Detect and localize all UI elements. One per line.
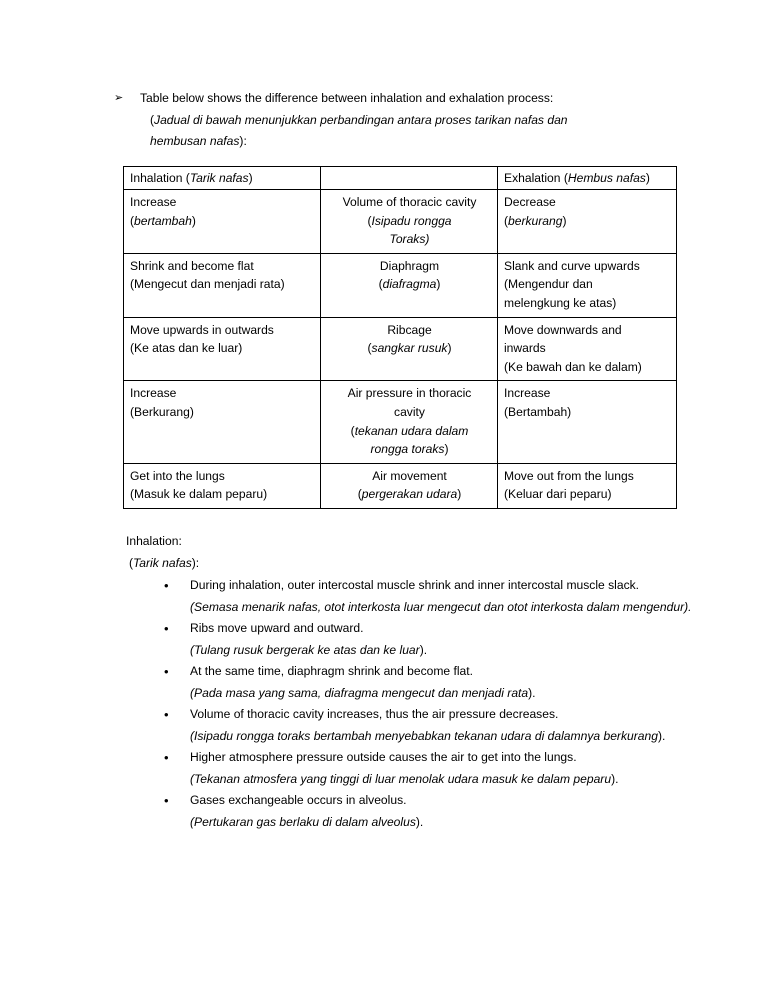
step-malay (190, 726, 692, 748)
list-item (126, 790, 692, 833)
row2-factor-paren-open: ( (378, 277, 383, 292)
row5-factor-eng: Air movement (372, 468, 447, 483)
step-malay-tail: ). (528, 685, 536, 700)
list-item (126, 575, 692, 618)
row3-exh-eng: Move downwards and (504, 322, 622, 337)
row3-cell-exhalation (498, 317, 677, 381)
row2-exh-eng: Slank and curve upwards (504, 258, 640, 273)
step-malay-italic: (Pertukaran gas berlaku di dalam alveolus (190, 814, 416, 829)
inhalation-exhalation-table (123, 166, 677, 510)
row1-exh-mal (504, 212, 671, 231)
row4-exh-eng: Increase (504, 386, 551, 401)
inhalation-heading-malay (126, 553, 692, 575)
row4-factor-mal-1 (327, 422, 492, 441)
row3-inh-eng: Move upwards in outwards (130, 322, 274, 337)
row5-factor-paren-close: ) (457, 487, 462, 502)
row4-factor-eng-1: Air pressure in thoracic (347, 386, 472, 401)
step-malay-tail: ). (611, 771, 619, 786)
row1-cell-exhalation (498, 190, 677, 254)
row1-exh-eng: Decrease (504, 195, 556, 210)
row5-cell-inhalation (124, 463, 321, 508)
row1-exh-paren-close: ) (562, 213, 567, 228)
row1-factor-mal-1 (327, 212, 492, 231)
inhalation-heading-paren-open: ( (129, 555, 134, 570)
inhalation-heading-malay-italic: Tarik nafas (133, 555, 192, 570)
row1-exh-paren-open: ( (504, 213, 509, 228)
bullet-icon: • (164, 664, 169, 679)
bullet-icon: • (164, 621, 169, 636)
inhalation-heading-english: Inhalation: (126, 534, 182, 548)
row2-exh-mal-1: (Mengendur dan (504, 277, 593, 292)
row3-factor-mal (327, 339, 492, 358)
step-malay-tail: ). (419, 642, 428, 657)
row4-factor-paren-open: ( (350, 423, 355, 438)
row2-inh-mal: (Mengecut dan menjadi rata) (130, 277, 285, 292)
intro-line-malay-2 (140, 131, 692, 153)
row4-inh-eng: Increase (130, 386, 177, 401)
row4-cell-factor (321, 381, 498, 463)
row1-factor-paren-open: ( (367, 213, 372, 228)
row3-cell-factor (321, 317, 498, 381)
row2-factor-eng: Diaphragm (379, 258, 440, 273)
intro-paren-close: ): (239, 134, 247, 148)
row1-inh-mal-italic: bertambah (134, 213, 192, 228)
row1-inh-eng: Increase (130, 195, 177, 210)
header-exhalation-close: ) (645, 170, 650, 185)
row1-inh-mal (130, 212, 315, 231)
header-inhalation-close: ) (248, 170, 253, 185)
list-item (126, 704, 692, 747)
step-malay (190, 812, 692, 834)
row5-factor-paren-open: ( (357, 487, 362, 502)
header-cell-middle-blank (321, 166, 498, 190)
step-malay-tail: ). (657, 728, 666, 743)
bullet-icon: • (164, 793, 169, 808)
row1-factor-mal-italic-1: Isipadu rongga (371, 213, 452, 228)
row2-exh-mal-2: melengkung ke atas) (504, 296, 617, 311)
step-english: Volume of thoracic cavity increases, thus the air pressure decreases. (190, 707, 559, 721)
row3-factor-paren-close: ) (447, 341, 452, 356)
intro-paren-open: ( (150, 112, 155, 127)
row4-factor-paren-close: ) (444, 442, 449, 457)
inhalation-heading-paren-close: ): (191, 555, 200, 570)
bullet-icon: • (164, 578, 169, 593)
row2-cell-inhalation (124, 253, 321, 317)
header-inhalation-italic: Tarik nafas (189, 170, 249, 185)
step-malay (190, 597, 692, 619)
step-malay (190, 640, 692, 662)
row1-factor-eng: Volume of thoracic cavity (342, 195, 477, 210)
header-cell-exhalation (498, 166, 677, 190)
row3-cell-inhalation (124, 317, 321, 381)
row5-inh-eng: Get into the lungs (130, 468, 225, 483)
table-row (124, 190, 677, 254)
row5-inh-mal: (Masuk ke dalam peparu) (130, 487, 268, 502)
row4-inh-mal: (Berkurang) (130, 405, 194, 420)
header-inhalation-plain: Inhalation ( (130, 170, 190, 185)
list-item (126, 618, 692, 661)
row5-cell-factor (321, 463, 498, 508)
step-malay-tail: ). (415, 814, 424, 829)
row1-factor-mal-2: Toraks) (389, 232, 430, 247)
row5-exh-mal: (Keluar dari peparu) (504, 487, 612, 502)
row3-exh-mal: (Ke bawah dan ke dalam) (504, 359, 642, 374)
table-row (124, 317, 677, 381)
row5-factor-mal-italic: pergerakan udara (361, 487, 458, 502)
step-english: During inhalation, outer intercostal muscle shrink and inner intercostal muscle slack. (190, 578, 640, 592)
row2-factor-mal (327, 275, 492, 294)
intro-line-malay-1 (140, 110, 692, 132)
row4-exh-mal: (Bertambah) (504, 405, 572, 420)
step-malay-italic: (Semasa menarik nafas, otot interkosta luar mengecut dan otot interkosta dalam mengendur). (190, 599, 692, 614)
table-row (124, 463, 677, 508)
inhalation-section (126, 531, 692, 833)
row5-cell-exhalation (498, 463, 677, 508)
inhalation-steps-list (126, 575, 692, 833)
row2-factor-mal-italic: diafragma (382, 277, 437, 292)
header-exhalation-italic: Hembus nafas (567, 170, 646, 185)
row2-factor-paren-close: ) (436, 277, 441, 292)
row4-factor-eng-2: cavity (394, 405, 425, 420)
row1-cell-factor (321, 190, 498, 254)
arrow-bullet-icon: ➢ (114, 92, 124, 104)
intro-line-english: Table below shows the difference between inhalation and exhalation process: (140, 91, 554, 105)
row5-exh-eng: Move out from the lungs (504, 468, 634, 483)
table-row (124, 381, 677, 463)
intro-malay-text-1: Jadual di bawah menunjukkan perbandingan antara proses tarikan nafas dan (154, 112, 568, 127)
document-content (112, 88, 692, 833)
step-malay-italic: (Tulang rusuk bergerak ke atas dan ke luar (190, 642, 420, 657)
step-malay-italic: (Pada masa yang sama, diafragma mengecut dan menjadi rata (190, 685, 529, 700)
bullet-icon: • (164, 707, 169, 722)
row5-factor-mal (327, 485, 492, 504)
step-malay-italic: (Isipadu rongga toraks bertambah menyebabkan tekanan udara di dalamnya berkurang (190, 728, 658, 743)
row2-inh-eng: Shrink and become flat (130, 258, 254, 273)
row1-cell-inhalation (124, 190, 321, 254)
row3-factor-paren-open: ( (367, 341, 372, 356)
row4-cell-exhalation (498, 381, 677, 463)
row4-cell-inhalation (124, 381, 321, 463)
step-english: Gases exchangeable occurs in alveolus. (190, 793, 407, 807)
list-item (126, 747, 692, 790)
comparison-table-wrapper (123, 166, 692, 510)
step-english: At the same time, diaphragm shrink and become flat. (190, 664, 473, 678)
table-header-row (124, 166, 677, 190)
intro-paragraph (112, 88, 692, 153)
row3-inh-mal: (Ke atas dan ke luar) (130, 341, 243, 356)
header-exhalation-plain: Exhalation ( (504, 170, 568, 185)
row1-inh-paren-open: ( (130, 213, 135, 228)
step-malay-italic: (Tekanan atmosfera yang tinggi di luar menolak udara masuk ke dalam peparu (190, 771, 612, 786)
header-cell-inhalation (124, 166, 321, 190)
list-item (126, 661, 692, 704)
bullet-icon: • (164, 750, 169, 765)
row4-factor-mal-italic-2: rongga toraks (370, 442, 445, 457)
table-row (124, 253, 677, 317)
step-malay (190, 683, 692, 705)
row3-factor-mal-italic: sangkar rusuk (371, 341, 448, 356)
intro-malay-text-2: hembusan nafas (150, 134, 240, 148)
step-english: Ribs move upward and outward. (190, 621, 364, 635)
step-english: Higher atmosphere pressure outside causes the air to get into the lungs. (190, 750, 577, 764)
row4-factor-mal-italic-1: tekanan udara dalam (354, 423, 469, 438)
row3-factor-eng: Ribcage (387, 322, 432, 337)
row3-exh-eng-2: inwards (504, 341, 546, 356)
step-malay (190, 769, 692, 791)
row4-factor-mal-2 (327, 440, 492, 459)
row2-cell-factor (321, 253, 498, 317)
row1-inh-paren-close: ) (191, 213, 196, 228)
row2-cell-exhalation (498, 253, 677, 317)
row1-exh-mal-italic: berkurang (508, 213, 563, 228)
